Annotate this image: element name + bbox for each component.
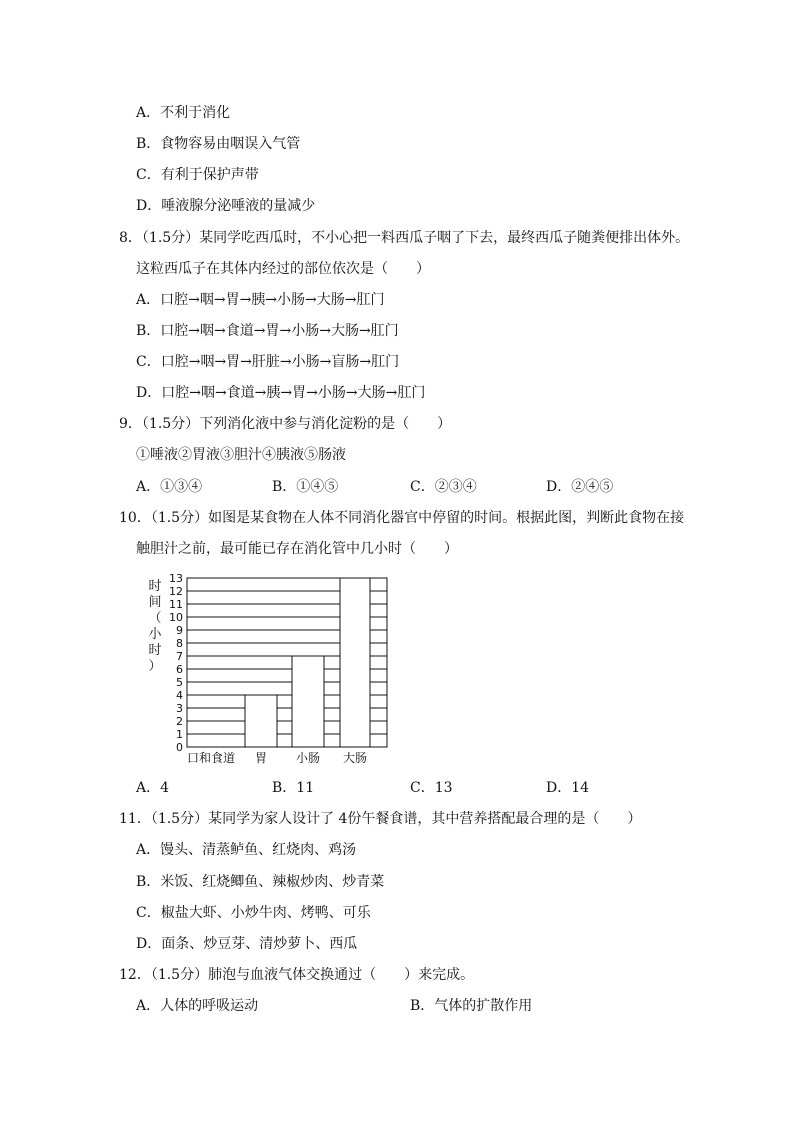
- y-axis-label-char: 间: [148, 595, 162, 610]
- y-tick-label: 5: [176, 676, 183, 689]
- y-tick-label: 9: [176, 624, 183, 637]
- q7-option-c: C．有利于保护声带: [136, 167, 259, 183]
- y-axis-label-char: （: [148, 611, 162, 626]
- y-axis-label-char: 时: [148, 579, 162, 594]
- y-tick-label: 11: [169, 598, 183, 611]
- q7-option-d: D．唾液腺分泌唾液的量减少: [136, 198, 316, 214]
- q10-stem-line2: 触胆汁之前，最可能已存在消化管中几小时（ ）: [136, 541, 458, 557]
- y-tick-label: 6: [176, 663, 183, 676]
- q10-option-a: A．4: [136, 780, 170, 796]
- q11-option-d: D．面条、炒豆芽、清炒萝卜、西瓜: [136, 936, 358, 952]
- q12-option-a: A．人体的呼吸运动: [136, 998, 259, 1014]
- q7-option-a: A．不利于消化: [136, 105, 231, 121]
- q8-stem-line1: 8．（1.5分）某同学吃西瓜时，不小心把一料西瓜子咽了下去，最终西瓜子随粪便排出体外。: [119, 230, 690, 246]
- q8-option-d: D．口腔→咽→食道→胰→胃→小肠→大肠→肛门: [136, 385, 426, 401]
- q8-option-b: B．口腔→咽→食道→胃→小肠→大肠→肛门: [136, 323, 399, 339]
- q8-stem-line2: 这粒西瓜子在其体内经过的部位依次是（ ）: [136, 261, 430, 277]
- category-label: 胃: [254, 751, 268, 765]
- q12-stem: 12．（1.5分）肺泡与血液气体交换通过（ ）来完成。: [119, 967, 475, 983]
- category-label: 口和食道: [186, 751, 236, 765]
- q12-option-b: B．气体的扩散作用: [410, 998, 533, 1014]
- category-label: 小肠: [295, 751, 321, 765]
- q10-option-c: C．13: [410, 780, 453, 796]
- q9-items: ①唾液②胃液③胆汁④胰液⑤肠液: [136, 447, 346, 463]
- q10-option-d: D．14: [546, 780, 590, 796]
- y-axis-label-char: 小: [148, 627, 162, 642]
- q11-option-a: A．馒头、清蒸鲈鱼、红烧肉、鸡汤: [136, 842, 357, 858]
- q10-stem-line1: 10．（1.5分）如图是某食物在人体不同消化器官中停留的时间。根据此图，判断此食物在接: [119, 510, 685, 526]
- y-tick-label: 12: [169, 585, 183, 598]
- y-axis-label-char: ）: [148, 659, 162, 674]
- y-tick-label: 7: [176, 650, 183, 663]
- y-axis-label-char: 时: [148, 643, 162, 658]
- digestion-time-chart: [145, 568, 405, 768]
- y-tick-label: 4: [176, 689, 183, 702]
- y-tick-label: 8: [176, 637, 183, 650]
- q7-option-b: B．食物容易由咽误入气管: [136, 136, 301, 152]
- q8-option-c: C．口腔→咽→胃→肝脏→小肠→盲肠→肛门: [136, 354, 400, 370]
- y-tick-label: 0: [176, 741, 183, 754]
- q11-option-b: B．米饭、红烧鲫鱼、辣椒炒肉、炒青菜: [136, 874, 385, 890]
- chart-svg: [145, 568, 405, 768]
- y-tick-label: 13: [169, 572, 183, 585]
- q9-stem: 9．（1.5分）下列消化液中参与消化淀粉的是（ ）: [119, 416, 452, 432]
- bar-3: [340, 578, 370, 747]
- y-tick-label: 3: [176, 702, 183, 715]
- y-tick-label: 2: [176, 715, 183, 728]
- bar-1: [245, 695, 277, 747]
- q11-stem: 11．（1.5分）某同学为家人设计了 4份午餐食谱，其中营养搭配最合理的是（ ）: [119, 811, 642, 827]
- q9-option-c: C．②③④: [410, 479, 477, 495]
- q8-option-a: A．口腔→咽→胃→胰→小肠→大肠→肛门: [136, 292, 385, 308]
- bar-2: [292, 656, 324, 747]
- q11-option-c: C．椒盐大虾、小炒牛肉、烤鸭、可乐: [136, 905, 371, 921]
- q10-option-b: B．11: [272, 780, 315, 796]
- y-tick-label: 1: [176, 728, 183, 741]
- q9-option-a: A．①③④: [136, 479, 203, 495]
- y-tick-label: 10: [169, 611, 183, 624]
- q9-option-d: D．②④⑤: [546, 479, 614, 495]
- category-label: 大肠: [342, 751, 368, 765]
- q9-option-b: B．①④⑤: [272, 479, 339, 495]
